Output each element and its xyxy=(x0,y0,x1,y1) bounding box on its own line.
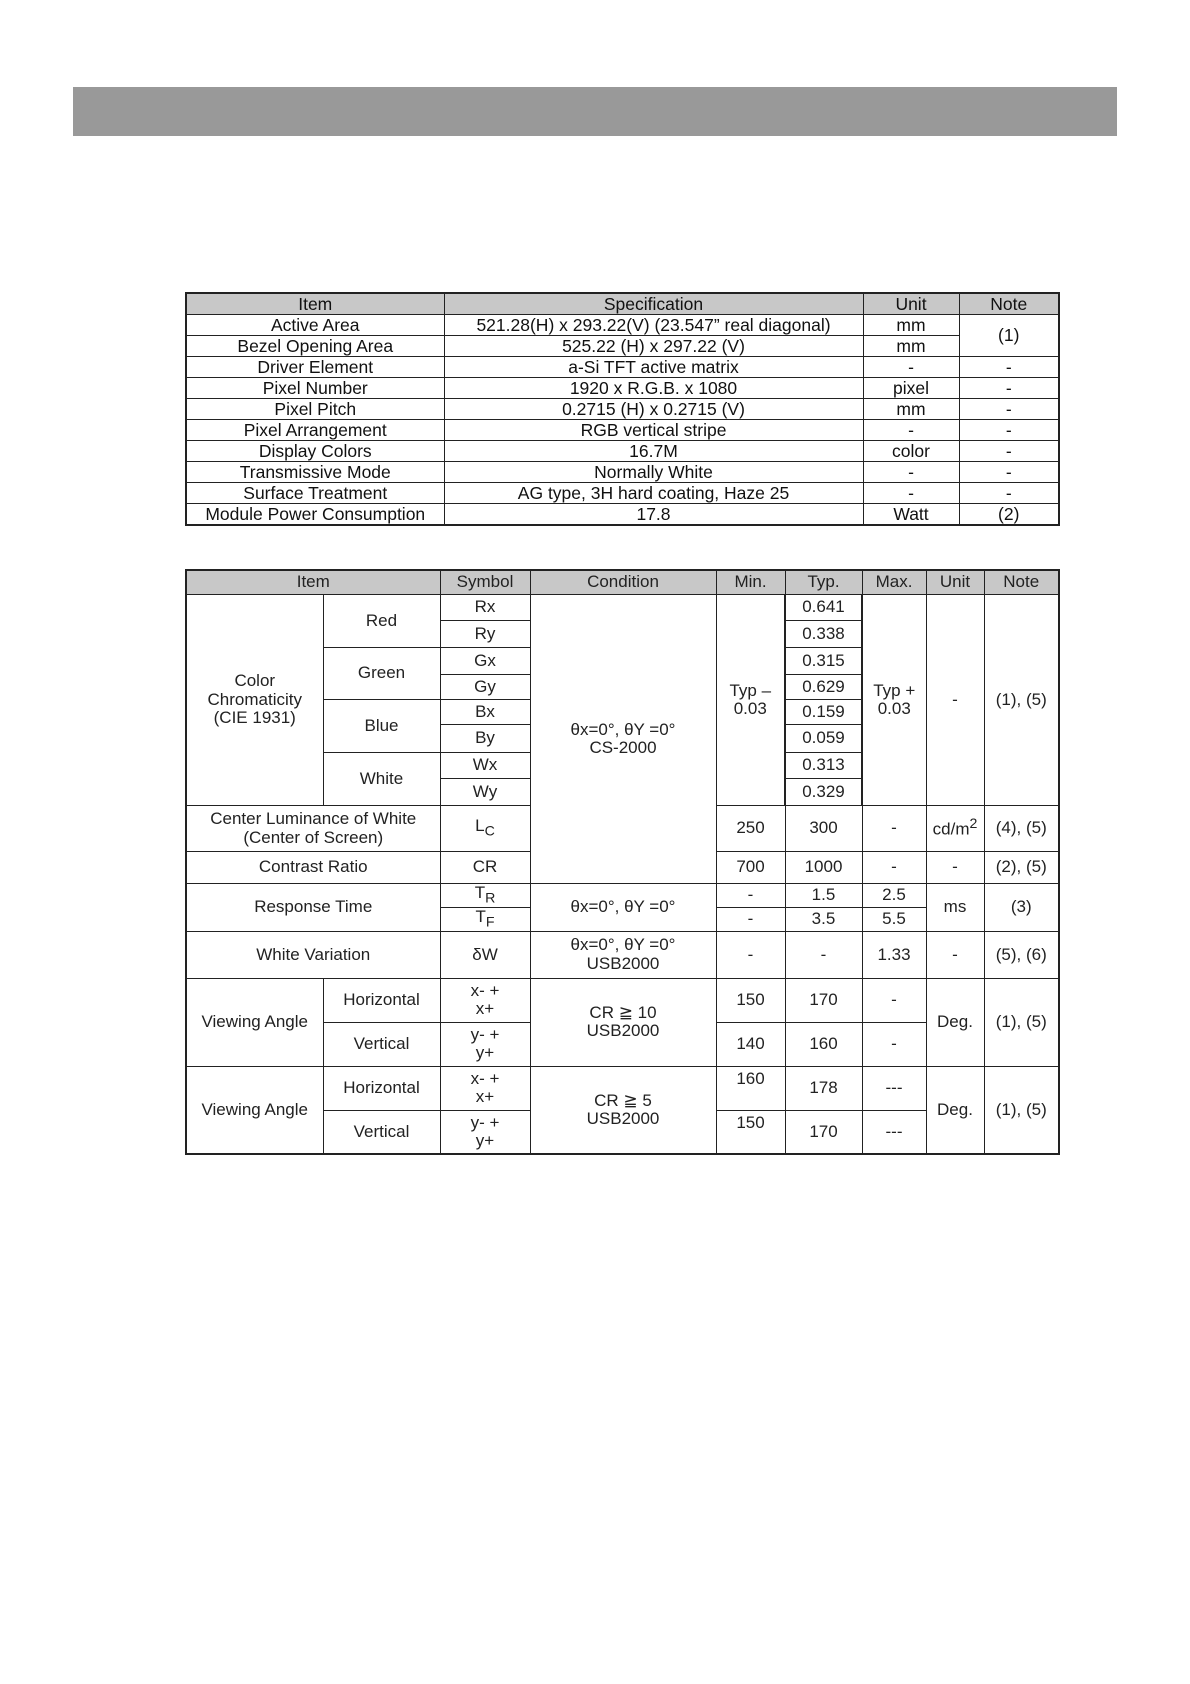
row-spec: 16.7M xyxy=(444,441,863,462)
row-item: Module Power Consumption xyxy=(186,504,444,526)
symbol-sub-r: R xyxy=(485,890,496,907)
symbol-cr: CR xyxy=(440,852,530,884)
row-item: Bezel Opening Area xyxy=(186,336,444,357)
section-header-bar xyxy=(73,87,1117,136)
row-note: - xyxy=(959,399,1059,420)
viewing-angle-label: Viewing Angle xyxy=(186,978,323,1066)
header-specification: Specification xyxy=(444,293,863,315)
header-note: Note xyxy=(984,570,1059,595)
header-note: Note xyxy=(959,293,1059,315)
row-spec: 521.28(H) x 293.22(V) (23.547” real diagonal) xyxy=(444,315,863,336)
white-variation-typ: - xyxy=(785,931,862,978)
row-note: - xyxy=(959,357,1059,378)
viewing-h-min: 150 xyxy=(716,978,785,1022)
green-label: Green xyxy=(323,648,440,700)
symbol-y: y- + y+ xyxy=(440,1022,530,1066)
viewing-v-typ: 170 xyxy=(785,1110,862,1154)
response-unit: ms xyxy=(926,884,984,932)
typ-wx: 0.313 xyxy=(785,753,862,779)
condition-cs2000: θx=0°, θY =0° CS-2000 xyxy=(530,595,716,884)
row-item: Transmissive Mode xyxy=(186,462,444,483)
table-row xyxy=(186,462,1059,483)
row-item: Surface Treatment xyxy=(186,483,444,504)
color-chromaticity-label: Color Chromaticity (CIE 1931) xyxy=(186,595,323,806)
unit-cdm: cd/m xyxy=(932,820,970,840)
viewing-v-min: 140 xyxy=(716,1022,785,1066)
symbol-wy: Wy xyxy=(440,779,530,806)
table-row xyxy=(186,399,1059,420)
symbol-x: x- + x+ xyxy=(440,1066,530,1110)
symbol-lc xyxy=(440,806,530,852)
typ-by: 0.059 xyxy=(785,725,862,753)
table-row xyxy=(186,884,1059,908)
response-min-f: - xyxy=(716,908,785,932)
row-item: Active Area xyxy=(186,315,444,336)
symbol-tr xyxy=(440,884,530,908)
row-note: (1) xyxy=(959,315,1059,357)
table-row xyxy=(186,441,1059,462)
table-row xyxy=(186,315,1059,336)
table-row xyxy=(186,378,1059,399)
row-unit: pixel xyxy=(863,378,959,399)
symbol-bx: Bx xyxy=(440,700,530,725)
white-variation-unit: - xyxy=(926,931,984,978)
white-variation-note: (5), (6) xyxy=(984,931,1059,978)
viewing-h-typ: 178 xyxy=(785,1066,862,1110)
table-row xyxy=(186,420,1059,441)
row-note: - xyxy=(959,483,1059,504)
table-header-row xyxy=(186,293,1059,315)
response-max-f: 5.5 xyxy=(862,908,926,932)
white-variation-condition: θx=0°, θY =0° USB2000 xyxy=(530,931,716,978)
row-unit: color xyxy=(863,441,959,462)
row-unit: - xyxy=(863,483,959,504)
typ-ry: 0.338 xyxy=(785,621,862,648)
symbol-gy: Gy xyxy=(440,675,530,700)
luminance-typ: 300 xyxy=(785,806,862,852)
symbol-gx: Gx xyxy=(440,648,530,675)
row-spec: Normally White xyxy=(444,462,863,483)
symbol-ry: Ry xyxy=(440,621,530,648)
white-variation-max: 1.33 xyxy=(862,931,926,978)
row-note: - xyxy=(959,462,1059,483)
contrast-max: - xyxy=(862,852,926,884)
contrast-typ: 1000 xyxy=(785,852,862,884)
row-spec: 0.2715 (H) x 0.2715 (V) xyxy=(444,399,863,420)
row-item: Display Colors xyxy=(186,441,444,462)
typ-bx: 0.159 xyxy=(785,700,862,725)
row-note: - xyxy=(959,378,1059,399)
header-unit: Unit xyxy=(926,570,984,595)
viewing-condition: CR ≧ 5 USB2000 xyxy=(530,1066,716,1154)
viewing-v-max: - xyxy=(862,1022,926,1066)
row-unit: Watt xyxy=(863,504,959,526)
typ-wy: 0.329 xyxy=(785,779,862,806)
viewing-h-max: - xyxy=(862,978,926,1022)
symbol-wx: Wx xyxy=(440,753,530,779)
table-row xyxy=(186,595,1059,621)
viewing-h-min: 160 xyxy=(716,1066,785,1110)
row-unit: mm xyxy=(863,399,959,420)
color-max: Typ + 0.03 xyxy=(862,595,926,806)
contrast-ratio-label: Contrast Ratio xyxy=(186,852,440,884)
table-row xyxy=(186,978,1059,1022)
viewing-v-typ: 160 xyxy=(785,1022,862,1066)
center-luminance-label: Center Luminance of White (Center of Screen) xyxy=(186,806,440,852)
viewing-angle-label: Viewing Angle xyxy=(186,1066,323,1154)
row-spec: 1920 x R.G.B. x 1080 xyxy=(444,378,863,399)
row-unit: - xyxy=(863,420,959,441)
header-unit: Unit xyxy=(863,293,959,315)
row-note: - xyxy=(959,420,1059,441)
row-item: Driver Element xyxy=(186,357,444,378)
contrast-unit: - xyxy=(926,852,984,884)
row-item: Pixel Arrangement xyxy=(186,420,444,441)
general-spec-table xyxy=(185,292,1060,526)
luminance-max: - xyxy=(862,806,926,852)
symbol-sub-f: F xyxy=(485,914,495,931)
header-max: Max. xyxy=(862,570,926,595)
header-item: Item xyxy=(186,293,444,315)
symbol-dw: δW xyxy=(440,931,530,978)
symbol-by: By xyxy=(440,725,530,753)
response-typ-r: 1.5 xyxy=(785,884,862,908)
row-spec: RGB vertical stripe xyxy=(444,420,863,441)
optical-characteristics-table xyxy=(185,569,1060,1155)
contrast-note: (2), (5) xyxy=(984,852,1059,884)
row-spec: AG type, 3H hard coating, Haze 25 xyxy=(444,483,863,504)
white-variation-min: - xyxy=(716,931,785,978)
luminance-min: 250 xyxy=(716,806,785,852)
luminance-unit xyxy=(926,806,984,852)
row-note: (2) xyxy=(959,504,1059,526)
viewing-note: (1), (5) xyxy=(984,978,1059,1066)
symbol-t-f: T xyxy=(475,907,486,926)
viewing-unit: Deg. xyxy=(926,978,984,1066)
response-typ-f: 3.5 xyxy=(785,908,862,932)
symbol-y: y- + y+ xyxy=(440,1110,530,1154)
color-min: Typ – 0.03 xyxy=(716,595,785,806)
horizontal-label: Horizontal xyxy=(323,978,440,1022)
header-min: Min. xyxy=(716,570,785,595)
typ-gx: 0.315 xyxy=(785,648,862,675)
response-note: (3) xyxy=(984,884,1059,932)
white-variation-label: White Variation xyxy=(186,931,440,978)
response-max-r: 2.5 xyxy=(862,884,926,908)
symbol-sub-c: C xyxy=(484,823,495,840)
table-row xyxy=(186,357,1059,378)
vertical-label: Vertical xyxy=(323,1022,440,1066)
typ-gy: 0.629 xyxy=(785,675,862,700)
viewing-v-min: 150 xyxy=(716,1110,785,1154)
symbol-x: x- + x+ xyxy=(440,978,530,1022)
vertical-label: Vertical xyxy=(323,1110,440,1154)
row-spec: a-Si TFT active matrix xyxy=(444,357,863,378)
contrast-min: 700 xyxy=(716,852,785,884)
row-item: Pixel Pitch xyxy=(186,399,444,420)
color-note: (1), (5) xyxy=(984,595,1059,806)
symbol-l: L xyxy=(475,816,485,836)
viewing-note: (1), (5) xyxy=(984,1066,1059,1154)
row-unit: mm xyxy=(863,336,959,357)
symbol-tf xyxy=(440,908,530,932)
viewing-h-max: --- xyxy=(862,1066,926,1110)
unit-sup-2: 2 xyxy=(969,816,978,833)
table-row xyxy=(186,1066,1059,1110)
table-row xyxy=(186,504,1059,526)
response-min-r: - xyxy=(716,884,785,908)
horizontal-label: Horizontal xyxy=(323,1066,440,1110)
response-time-label: Response Time xyxy=(186,884,440,932)
table-row xyxy=(186,483,1059,504)
table-row xyxy=(186,931,1059,978)
row-unit: - xyxy=(863,357,959,378)
header-symbol: Symbol xyxy=(440,570,530,595)
symbol-rx: Rx xyxy=(440,595,530,621)
blue-label: Blue xyxy=(323,700,440,753)
viewing-v-max: --- xyxy=(862,1110,926,1154)
red-label: Red xyxy=(323,595,440,648)
table-row xyxy=(186,336,1059,357)
viewing-unit: Deg. xyxy=(926,1066,984,1154)
response-condition: θx=0°, θY =0° xyxy=(530,884,716,932)
symbol-t-r: T xyxy=(474,883,486,903)
header-condition: Condition xyxy=(530,570,716,595)
row-spec: 525.22 (H) x 297.22 (V) xyxy=(444,336,863,357)
row-note: - xyxy=(959,441,1059,462)
color-unit: - xyxy=(926,595,984,806)
header-typ: Typ. xyxy=(785,570,862,595)
typ-rx: 0.641 xyxy=(785,595,862,621)
table-header-row xyxy=(186,570,1059,595)
viewing-condition: CR ≧ 10 USB2000 xyxy=(530,978,716,1066)
header-item: Item xyxy=(186,570,440,595)
row-unit: mm xyxy=(863,315,959,336)
white-label: White xyxy=(323,753,440,806)
row-unit: - xyxy=(863,462,959,483)
row-item: Pixel Number xyxy=(186,378,444,399)
row-spec: 17.8 xyxy=(444,504,863,526)
viewing-h-typ: 170 xyxy=(785,978,862,1022)
luminance-note: (4), (5) xyxy=(984,806,1059,852)
